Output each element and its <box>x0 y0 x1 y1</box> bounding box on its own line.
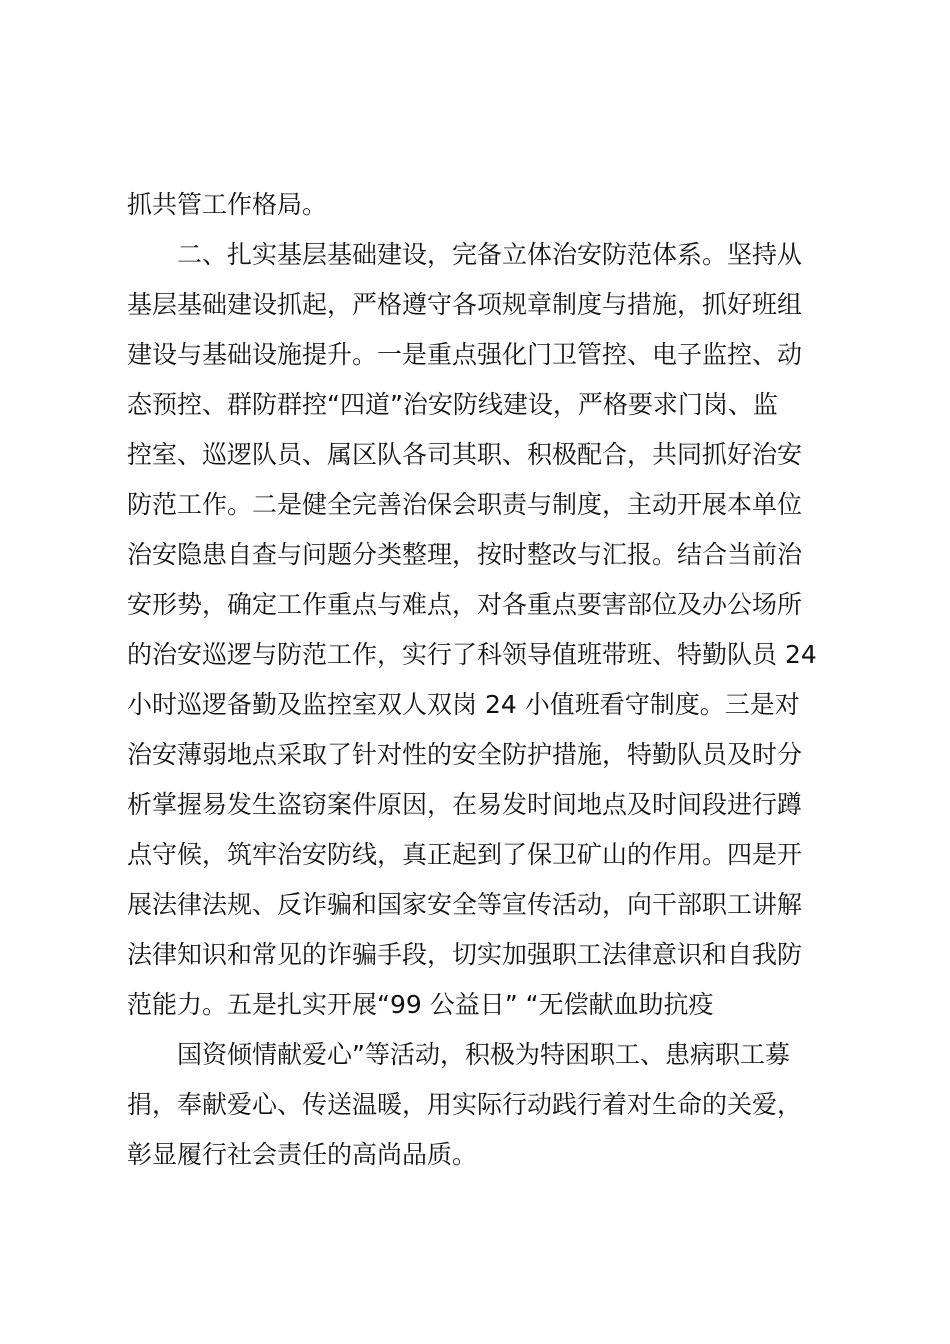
text-line: 建设与基础设施提升。一是重点强化门卫管控、电子监控、动 <box>127 340 803 369</box>
text-line: 治安隐患自查与问题分类整理，按时整改与汇报。结合当前治 <box>127 540 803 569</box>
text-line: 态预控、群防群控“四道”治安防线建设，严格要求门岗、监 <box>127 390 778 419</box>
text-line: 安形势，确定工作重点与难点，对各重点要害部位及办公场所 <box>127 590 803 619</box>
text-line: 的治安巡逻与防范工作，实行了科领导值班带班、特勤队员 24 <box>127 640 817 669</box>
text-line: 点守候，筑牢治安防线，真正起到了保卫矿山的作用。四是开 <box>127 840 803 869</box>
text-line: 基层基础建设抓起，严格遵守各项规章制度与措施，抓好班组 <box>127 290 803 319</box>
text-line: 展法律法规、反诈骗和国家安全等宣传活动，向干部职工讲解 <box>127 890 803 919</box>
text-line: 法律知识和常见的诈骗手段，切实加强职工法律意识和自我防 <box>127 940 803 969</box>
text-line: 抓共管工作格局。 <box>127 190 328 219</box>
text-line: 小时巡逻备勤及监控室双人双岗 24 小值班看守制度。三是对 <box>127 690 800 719</box>
text-line: 彰显履行社会责任的高尚品质。 <box>127 1140 478 1169</box>
paragraph-start-line: 二、扎实基层基础建设，完备立体治安防范体系。坚持从 <box>177 240 803 269</box>
text-line: 控室、巡逻队员、属区队各司其职、积极配合，共同抓好治安 <box>127 440 803 469</box>
text-line: 防范工作。二是健全完善治保会职责与制度，主动开展本单位 <box>127 490 803 519</box>
text-line: 范能力。五是扎实开展“99 公益日” “无偿献血助抗疫 <box>127 990 714 1019</box>
paragraph-start-line: 国资倾情献爱心”等活动，积极为特困职工、患病职工募 <box>177 1040 790 1069</box>
text-line: 析掌握易发生盗窃案件原因，在易发时间地点及时间段进行蹲 <box>127 790 803 819</box>
text-line: 治安薄弱地点采取了针对性的安全防护措施，特勤队员及时分 <box>127 740 803 769</box>
text-line: 捐，奉献爱心、传送温暖，用实际行动践行着对生命的关爱， <box>127 1090 803 1119</box>
